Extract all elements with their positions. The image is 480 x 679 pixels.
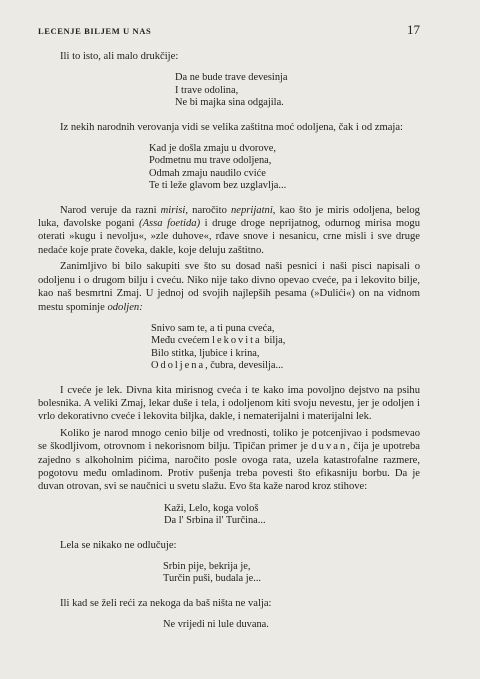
paragraph-4 xyxy=(38,260,420,314)
paragraph-1: Ili to isto, ali malo drukčije: xyxy=(60,51,179,62)
text-run: Koliko je narod mnogo cenio bilje od vrednosti, toliko je potcenjivao i podsmevao se škodljivom, otrovnom i nekorisnom bilju. Tipičan primer je xyxy=(38,427,420,453)
verse-line: Podmetnu mu trave odoljena, xyxy=(149,155,272,167)
verse-2 xyxy=(149,143,420,193)
verse-line xyxy=(151,335,420,347)
text-run: bilja, xyxy=(261,335,286,347)
text-run: i druge droge neprijatnog, odurnog mirisa mogu oterati »kugu i nevolju«, »zle duhove«, rđave snove i nesanicu, crne misli i sve druge nedaće koje prate čoveka, dakle, koje deluju zaštitno. xyxy=(38,218,420,256)
verse-line: Odmah zmaju naudilo cviće xyxy=(149,167,266,179)
verse-5 xyxy=(163,561,420,586)
italic-term: mirisi xyxy=(160,204,186,216)
italic-term: odoljen: xyxy=(107,301,143,313)
verse-line: I trave odolina, xyxy=(175,84,239,96)
running-head: LECENJE BILJEM U NAS xyxy=(38,26,152,36)
verse-line: Ne vrijedi ni lule duvana. xyxy=(163,619,269,631)
text-run: , čija je upotreba zajedno s alkoholnim pićima, naročito posle ovoga rata, uzela katastrofalne razmere, pogotovu među omladinom. Protiv pušenja treba povesti što efikasniju borbu. Da je duvan otrovan, svi se naučnici u svetu slažu. Evo šta kaže narod kroz stihove: xyxy=(38,441,420,493)
verse-line: Ne bi majka sina odgajila. xyxy=(175,97,284,109)
text-run: Među cvećem xyxy=(151,335,213,347)
verse-line: Snivo sam te, a ti puna cveća, xyxy=(151,322,275,334)
verse-line: Bilo stitka, ljubice i krina, xyxy=(151,347,260,359)
verse-line: Da ne bude trave devesinja xyxy=(175,72,288,84)
verse-line xyxy=(151,360,420,372)
verse-line: Da l' Srbina il' Turčina... xyxy=(164,515,266,527)
paragraph-7: Lela se nikako ne odlučuje: xyxy=(60,539,177,551)
paragraph-3 xyxy=(38,204,420,258)
text-run: , čubra, devesilja... xyxy=(205,360,284,372)
page-body xyxy=(38,50,420,643)
verse-1 xyxy=(175,72,420,109)
page-header xyxy=(38,22,420,38)
text-run: , kao što je miris odoljena, belog luka, đavolske pogani xyxy=(38,204,420,230)
verse-line: Kaži, Lelo, koga vološ xyxy=(164,502,259,514)
verse-3 xyxy=(151,323,420,373)
page-number: 17 xyxy=(407,22,420,37)
verse-line: Srbin pije, bekrija je, xyxy=(163,561,251,572)
verse-4 xyxy=(164,503,420,528)
italic-term: (Assa foetida) xyxy=(139,218,201,230)
verse-line: Turčin puši, budala je... xyxy=(163,573,262,585)
paragraph-5: I cveće je lek. Divna kita mirisnog cveća i te kako ima povoljno dejstvo na psihu bolesnika. A veliki Zmaj, lekar duše i tela, i odoljenom kiti svoju nevestu, jer je odoljen i vrlo dekorativno cveće i lekovita biljka, dakle, i nematerijalni i materijalni lek. xyxy=(38,384,420,423)
spaced-word: duvan xyxy=(311,441,348,453)
spaced-word: Odoljena xyxy=(151,360,206,372)
paragraph-8: Ili kad se želi reći za nekoga da baš ništa ne valja: xyxy=(60,597,272,609)
verse-line: Te ti leže glavom bez uzglavlja... xyxy=(149,180,287,192)
paragraph-2: Iz nekih narodnih verovanja vidi se velika zaštitna moć odoljena, čak i od zmaja: xyxy=(60,121,403,133)
verse-line: Kad je došla zmaju u dvorove, xyxy=(149,143,276,155)
text-run: , naročito xyxy=(185,204,231,216)
spaced-word: lekovita xyxy=(212,335,262,347)
verse-6 xyxy=(163,619,420,631)
text-run: Narod veruje da razni xyxy=(60,204,161,216)
italic-term: neprijatni xyxy=(231,204,273,216)
paragraph-6 xyxy=(38,427,420,494)
text-run: Zanimljivo bi bilo sakupiti sve što su dosad naši pesnici i naši pisci napisali o odoljenu i o drugom bilju i cveću. Niko nije tako divno opevao cveće, pa i lekovito bilje, kao naš besmrtni Zmaj. U jednoj od svojih najlepših pesama (»Dulići«) on na vidnom mestu spominje xyxy=(38,261,420,313)
